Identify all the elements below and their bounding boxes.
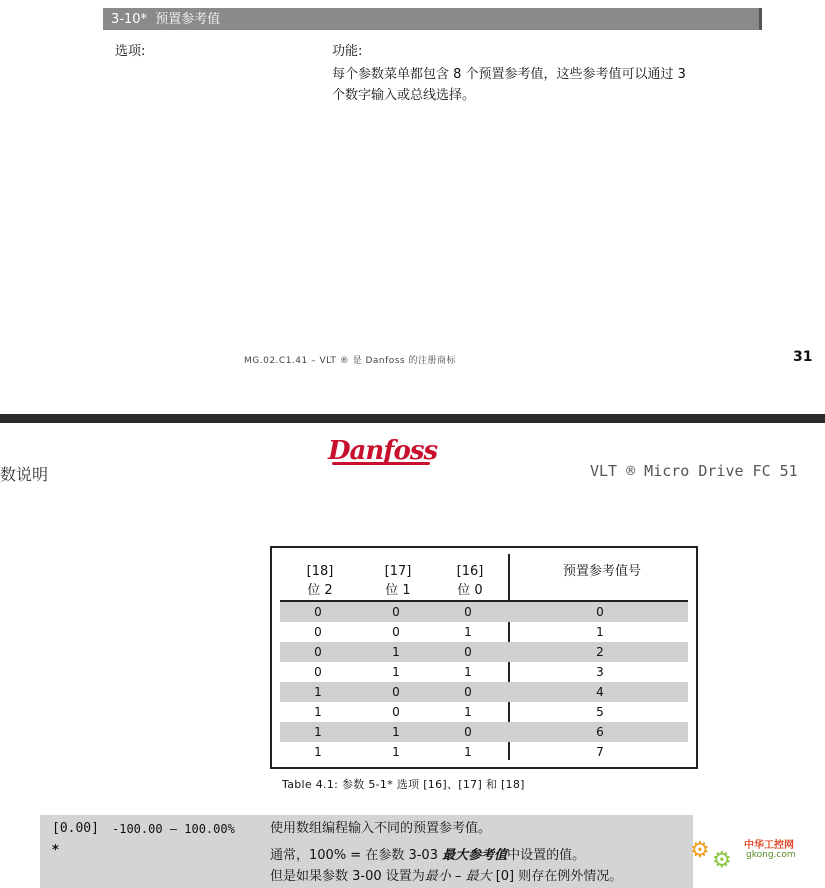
bit-1-cell: 0: [392, 625, 400, 639]
param-group-title: 3-10* 预置参考值: [111, 12, 221, 27]
default-marker: *: [52, 843, 59, 858]
table-row: [280, 742, 688, 762]
table-caption: Table 4.1: 参数 5-1* 选项 [16]、[17] 和 [18]: [282, 778, 525, 791]
page-divider: [0, 414, 825, 423]
bit-2-cell: 1: [314, 725, 322, 739]
text-span: 通常，100% = 在参数 3-03: [270, 848, 443, 863]
bit-2-cell: 1: [314, 745, 322, 759]
bit-2-cell: 0: [314, 605, 322, 619]
table-row: [280, 722, 688, 742]
preset-ref-cell: 5: [596, 705, 604, 719]
table-row: [280, 662, 688, 682]
col-header-bottom: 位 1: [385, 583, 411, 598]
text-span: 中设置的值。: [507, 848, 586, 863]
watermark-url: gkong.com: [746, 850, 796, 860]
col-header-16: [442, 562, 498, 600]
table-row: [280, 622, 688, 642]
col-header-bottom: 位 0: [457, 583, 483, 598]
preset-ref-cell: 6: [596, 725, 604, 739]
gear-icon: ⚙: [712, 848, 732, 873]
bit-0-cell: 1: [464, 625, 472, 639]
function-description-line1: 每个参数菜单都包含 8 个预置参考值，这些参考值可以通过 3: [332, 67, 686, 82]
preset-ref-cell: 7: [596, 745, 604, 759]
page-footer: MG.02.C1.41 – VLT ® 是 Danfoss 的注册商标: [244, 356, 457, 366]
param-desc-line3: [270, 866, 622, 888]
col-header-18: [292, 562, 348, 600]
bit-0-cell: 0: [464, 725, 472, 739]
bit-2-cell: 0: [314, 625, 322, 639]
param-desc-line2: [270, 845, 585, 867]
col-header-top: [16]: [456, 564, 484, 579]
table-row: [280, 602, 688, 622]
param-name-emphasis: 最大参考值: [442, 848, 508, 863]
col-header-top: [17]: [384, 564, 412, 579]
preset-reference-table: [270, 546, 698, 769]
bit-1-cell: 0: [392, 685, 400, 699]
text-span: –: [450, 869, 466, 884]
bit-0-cell: 0: [464, 645, 472, 659]
page-number: 31: [793, 349, 813, 365]
col-header-top: [18]: [306, 564, 334, 579]
bit-2-cell: 1: [314, 685, 322, 699]
text-span: 但是如果参数 3-00 设置为: [270, 869, 425, 884]
function-description-line2: 个数字输入或总线选择。: [332, 88, 476, 103]
col-header-17: [370, 562, 426, 600]
bit-1-cell: 0: [392, 605, 400, 619]
bit-2-cell: 1: [314, 705, 322, 719]
bit-2-cell: 0: [314, 665, 322, 679]
param-group-header: [103, 8, 762, 30]
preset-ref-cell: 2: [596, 645, 604, 659]
options-label: 选项:: [115, 44, 146, 59]
col-header-bottom: 位 2: [307, 583, 333, 598]
logo-wordmark: Danfoss: [328, 436, 438, 466]
danfoss-logo: [328, 436, 437, 465]
default-value: [0.00]: [52, 821, 99, 836]
col-header-preset-ref: 预置参考值号: [562, 564, 641, 579]
preset-ref-cell: 3: [596, 665, 604, 679]
bit-1-cell: 1: [392, 725, 400, 739]
option-emphasis: 最小: [424, 869, 451, 884]
watermark: [690, 834, 820, 874]
watermark-title: 中华工控网: [744, 840, 794, 851]
bit-0-cell: 1: [464, 665, 472, 679]
bit-1-cell: 1: [392, 645, 400, 659]
bit-1-cell: 1: [392, 745, 400, 759]
bit-1-cell: 1: [392, 665, 400, 679]
table-row: [280, 702, 688, 722]
function-label: 功能:: [332, 44, 363, 59]
section-title: 数说明: [0, 465, 49, 484]
option-emphasis: 最大: [465, 869, 492, 884]
preset-ref-cell: 1: [596, 625, 604, 639]
preset-ref-cell: 4: [596, 685, 604, 699]
bit-1-cell: 0: [392, 705, 400, 719]
value-range: -100.00 – 100.00%: [112, 822, 235, 836]
bit-0-cell: 1: [464, 745, 472, 759]
table-row: [280, 682, 688, 702]
bit-0-cell: 0: [464, 685, 472, 699]
param-desc-line1: 使用数组编程输入不同的预置参考值。: [270, 821, 492, 836]
bit-0-cell: 1: [464, 705, 472, 719]
gear-icon: ⚙: [690, 838, 710, 863]
product-name: VLT ® Micro Drive FC 51: [590, 462, 798, 480]
preset-ref-cell: 0: [596, 605, 604, 619]
table-row: [280, 642, 688, 662]
bit-2-cell: 0: [314, 645, 322, 659]
bit-0-cell: 0: [464, 605, 472, 619]
text-span: [0] 则存在例外情况。: [491, 869, 623, 884]
